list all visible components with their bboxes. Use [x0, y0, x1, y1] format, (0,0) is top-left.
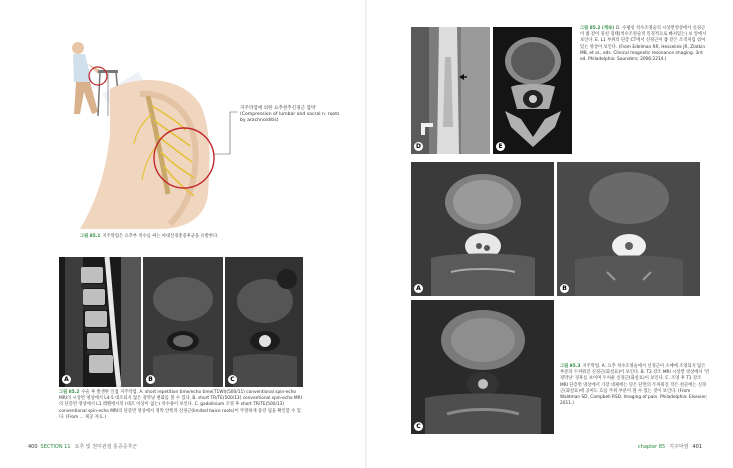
page-number: 401 [692, 444, 702, 450]
panel-label-a: A [62, 375, 71, 384]
arachnoiditis-illustration [40, 34, 340, 234]
figure-callout: 지주막염에 의한 요추천추신경근 압박 (Compression of lumbar and sacral n. roots by arachnoiditis) [240, 106, 340, 123]
panel-label-c: C [228, 375, 237, 384]
mri-85-3-panel-a [411, 162, 554, 296]
panel-label-b: B [560, 284, 569, 293]
caption-text: 지주막염은 요추부 척수를 싸는 마대신경총증후군을 유발한다. [102, 234, 219, 239]
ct-panel-e [493, 27, 572, 154]
figure-85-1-caption [80, 234, 340, 240]
caption-label: 그림 85.2 [59, 390, 80, 395]
caption-label: 그림 85.3 [560, 364, 581, 369]
figure-85-2-cont-caption [580, 26, 708, 63]
mri-panel-c [225, 257, 303, 387]
left-footer [28, 443, 137, 450]
panel-label-a: A [414, 284, 423, 293]
panel-label-d: D [414, 142, 423, 151]
section-label: SECTION 11 [40, 444, 71, 450]
left-page [0, 0, 366, 468]
caption-label: 그림 85.2 (계속) [580, 26, 615, 31]
caption-text: 지주막염. A. 요추 척수조영술에서 신경근이 소매에 조영되지 않은 부분과 두꺼워진 신경근(화살표)이 보인다. B. T2 강조 MRI 시상면 영상에서 '빈경막낭' 징후를 보이며 두꺼운 신경근(화살표)이 보인다. C. 조영 후 T1 강조 MRI 단층면 영상에서 가장 대체에는 덩은 단면의 두꺼워진 작은 천골에는 신경근(화살표)에 공여도 흐름 주위 부분이 볼 수 있는 것이 보인다. (From Waldman SD, Campbell RSD. Imaging of pain. Philadelphia: Elsevier; 2011.) [560, 364, 710, 407]
right-page [367, 0, 733, 468]
chapter-label: chapter 85 [637, 444, 666, 450]
caption-text: D. 수평성 척수조영술의 시상면영상에서 신경근이 좁 같이 뭉친 형태(척수조영술적 특징적으로 빠져있는) 보 앞에서 보인다. E. L1 부위의 단층 CT에서 신경근이 좁 같은 조직처럼 엮여있는 영상이 보인다. (From Edelman RR, Hesselink JR, Zlatkin MB, et al., eds. Clinical magnetic resonance imaging. 3rd ed. Philadelphia: Saunders; 2006:2214.) [580, 26, 707, 63]
chapter-title: 지주막염 [669, 444, 689, 450]
mri-panel-b [143, 257, 223, 387]
panel-label-b: B [146, 375, 155, 384]
right-footer [638, 443, 705, 450]
page-number: 400 [28, 444, 38, 450]
panel-label-e: E [496, 142, 505, 151]
mri-85-3-panel-c [411, 300, 554, 434]
figure-85-2-caption [59, 390, 305, 421]
myelogram-panel-d [411, 27, 490, 154]
panel-label-c: C [414, 422, 423, 431]
mri-panel-a [59, 257, 141, 387]
section-title: 요추 및 천미관절 통증증후군 [74, 444, 138, 450]
caption-label: 그림 85.1 [80, 234, 101, 239]
figure-85-3-caption [560, 364, 710, 407]
caption-text: 수술 후 발생한 인접 지주막염. A. short repetition time/echo time(T1WI)(500/11) conventional spin-echo MRI의 시상면 영상에서 L4-5 대조되지 않은 경막낭 변화를 볼 수 있다. B. short TR/TE(500/13) conventional spin-echo MRI의 단층면 영상에서 L1 레벨에서의 (대조 이상이 없는) 척수종이 보인다. C. gadolinium 조영 후 short TR/TE(500/13) conventional spin-echo MRI의 단층면 영상에서 경막 안쪽의 신경근(limited twice roots)이 뚜렷하게 증강 됨을 확인할 수 있다. (From ... 제공 자료.) [59, 390, 302, 420]
mri-85-3-panel-b [557, 162, 700, 296]
